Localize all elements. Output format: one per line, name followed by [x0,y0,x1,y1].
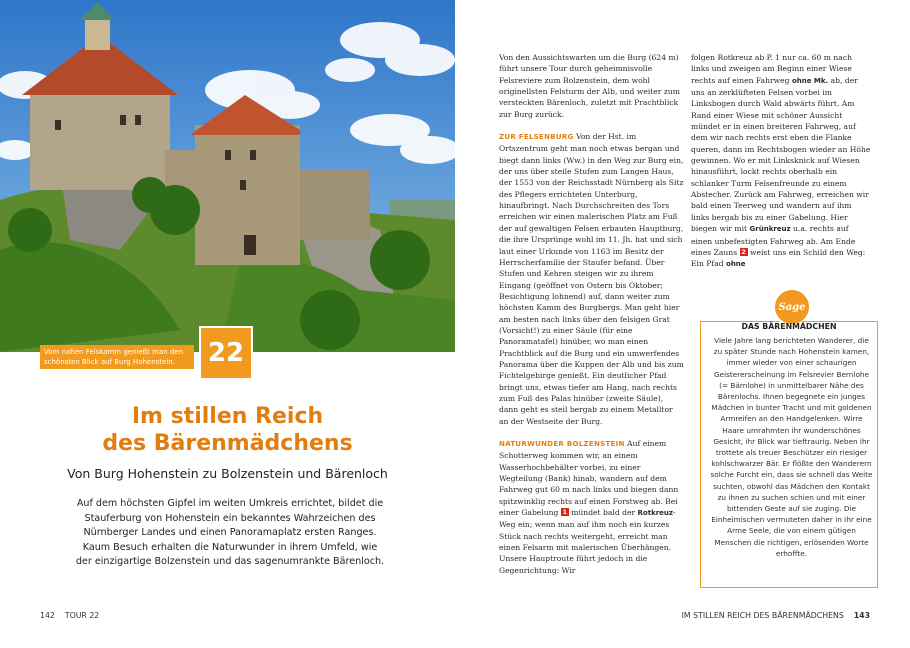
waypoint-marker-1: 1 [562,508,568,517]
paragraph-felsenburg [499,131,684,427]
bolzenstein-text-b: mündet bald der [571,508,636,518]
tour-number: 22 [207,338,245,368]
castle-illustration [0,0,455,352]
paragraph-overview: Von den Aussichtswarten um die Burg (624 m) führt unsere Tour durch geheimnisvolle Felsreviere zum Bolzenstein, dem wohl originellsten Felsturm der Alb, und weiter zum versteckten Bärenloch, zuletzt mit Prachtblick zur Burg zurück. [499,53,680,119]
section-heading-bolzenstein: NATURWUNDER BOLZENSTEIN [499,440,625,448]
bolzenstein-text-a: Auf einem Schotterweg kommen wir, an einem Wasserhochbehälter vorbei, zu einer Wegteilung (Bank) hinab, wandern auf dem Fahrweg gut 60 m nach links und biegen dann spitzwinklig rechts auf einen Forstweg ab. Bei einer Gabelung [499,439,679,518]
footer-left [40,611,99,620]
text-column-1 [499,52,684,576]
footer-right [682,611,870,620]
route-mark-gruenkreuz: Grünkreuz [749,225,791,234]
text-column-2 [691,52,871,271]
castle-photo [0,0,455,352]
legend-text: Viele Jahre lang berichteten Wanderer, die zu später Stunde nach Hohenstein kamen, immer wieder von einer schaurigen Geistererscheinung im Felsrevier Bernlohe (= Bärnlohe) in unmittelbarer Nähe des Bärenlochs. Ihnen begegnete ein junges Mädchen in bunter Tracht und mit goldenen Armreifen an den Handgelenken. Wirre Haare umrahmten ihr wunderschönes Gesicht, ihr Blick war tieftraurig. Neben ihr trottete als treuer Beschützer ein riesiger kohlschwarzer Bär. Er flößte den Wanderern solche Furcht ein, dass sie schnell das Weite suchten, obwohl das Mädchen den Kontakt zu ihnen zu suchen schien und mit einer bittenden Geste auf sie zuging. Die Einheimischen vermuteten daher in ihr eine Arme Seele, die von einem gütigen Menschen die richtigen, erlösenden Worte erhoffte. [710,336,873,558]
photo-caption: Vom nahen Felskamm genießt man den schönsten Blick auf Burg Hohenstein. [40,345,194,369]
page-number-left: 142 [40,611,55,620]
no-mark-label-2: ohne [726,260,746,269]
intro-text: Auf dem höchsten Gipfel im weiten Umkreis errichtet, bildet die Stauferburg von Hohenstein ein bekanntes Wahrzeichen des Nürnberger Landes und einen Panoramaplatz ersten Ranges. Kaum Besuch erhalten die Naturwunder in ihrem Umfeld, wie der einzigartige Bolzenstein und das sagenumrankte Bärenloch. [75,498,385,568]
waypoint-marker-2: 2 [741,247,746,256]
section-heading-felsenburg: ZUR FELSENBURG [499,133,574,142]
paragraph-continued [691,52,871,271]
title-line-1: Im stillen Reich [131,404,324,429]
tour-title [0,403,455,457]
route-mark-rotkreuz: Rotkreuz [637,509,673,518]
legend-badge-label: Sage [778,301,806,313]
legend-title: DAS BÄRENMÄDCHEN [741,322,837,331]
paragraph-bolzenstein [499,438,684,576]
continued-text-e: u.a. rechts auf einen unbefestigten Fahrweg ab. Am Ende eines Zauns [691,224,856,257]
page-number-right: 143 [853,611,870,620]
continued-text-f: weist uns ein Schild den Weg: Ein Pfad [691,247,866,269]
bolzenstein-text-d: -Weg ein; wenn man auf ihm noch ein kurzes Stück nach rechts weitergeht, erreicht man einen Felsarm mit malerischen Überhängen. Unsere Hauptroute führt jedoch in die Gegenrichtung: Wir [499,508,676,575]
tour-subtitle: Von Burg Hohenstein zu Bolzenstein und Bärenloch [67,466,388,481]
footer-tour-label: TOUR 22 [64,611,100,620]
title-line-2: des Bärenmädchens [102,431,353,456]
felsenburg-text: Von der Hst. im Ortszentrum geht man noch etwas bergan und biegt dann links (Ww.) in den Weg zur Burg ein, der uns über steile Stufen zum Langen Haus, der 1553 von der Reichsstadt Nürnberg als Sitz des Pflegers errichteten Unterburg, hinaufbringt. Nach Durchschreiten des Tors erreichen wir einen malerischen Platz am Fuß der auf gewaltigen Felsen erbauten Hauptburg, die ihre Ursprünge wohl im 11. Jh. hat und sich laut einer Urkunde von 1163 im Besitz der Herrscherfamilie der Staufer befand. Über Stufen und Kehren steigen wir zu ihrem Eingang (geöffnet von Ostern bis Oktober; Besichtigung lohnend) auf, dann weiter zum höchsten Kamm des Burgbergs. Man geht hier am besten nach links über den felsigen Grat (Vorsicht!) zu einer Säule (für eine Panoramatafel) hinüber, wo man einen Prachtblick auf die Burg und ein umwerfendes Panorama über die Kuppen der Alb und bis zum Fichtelgebirge genießt. Ein deutlicher Pfad bringt uns, etwas tiefer am Hang, nach rechts zum Fuß des Palas hinüber (zweite Säule), dann geht es steil bergab zu einem Metalltor an der Westseite der Burg. [499,132,684,426]
no-mark-label: ohne Mk. [791,76,829,85]
footer-chapter-label: IM STILLEN REICH DES BÄRENMÄDCHENS [681,611,844,620]
tour-number-badge [199,326,253,380]
legend-badge [773,288,811,326]
continued-text-a: folgen Rotkreuz ab P. 1 nur ca. 60 m nach links und zweigen am Beginn einer Wiese rechts auf einen Fahrweg [691,53,852,85]
continued-text-c: ab, der uns an zerklüfteten Felsen vorbei im Linksbogen durch Wald abwärts führt. Am Rand einer Wiese mit schöner Aussicht mündet er in einen breiteren Fahrweg, auf dem wir nach rechts erst eben die Flanke queren, dann im Rechtsbogen wieder an Höhe gewinnen. Wo er mit Linksknick auf Wiesen hinausführt, lockt rechts oberhalb ein schlanker Turm Felsenfreunde zu einem Abstecher. Zurück am Fahrweg, erreichen wir bald einen Teerweg und wandern auf ihm links bergab bis zu einer Gabelung. Hier biegen wir mit [691,75,871,234]
